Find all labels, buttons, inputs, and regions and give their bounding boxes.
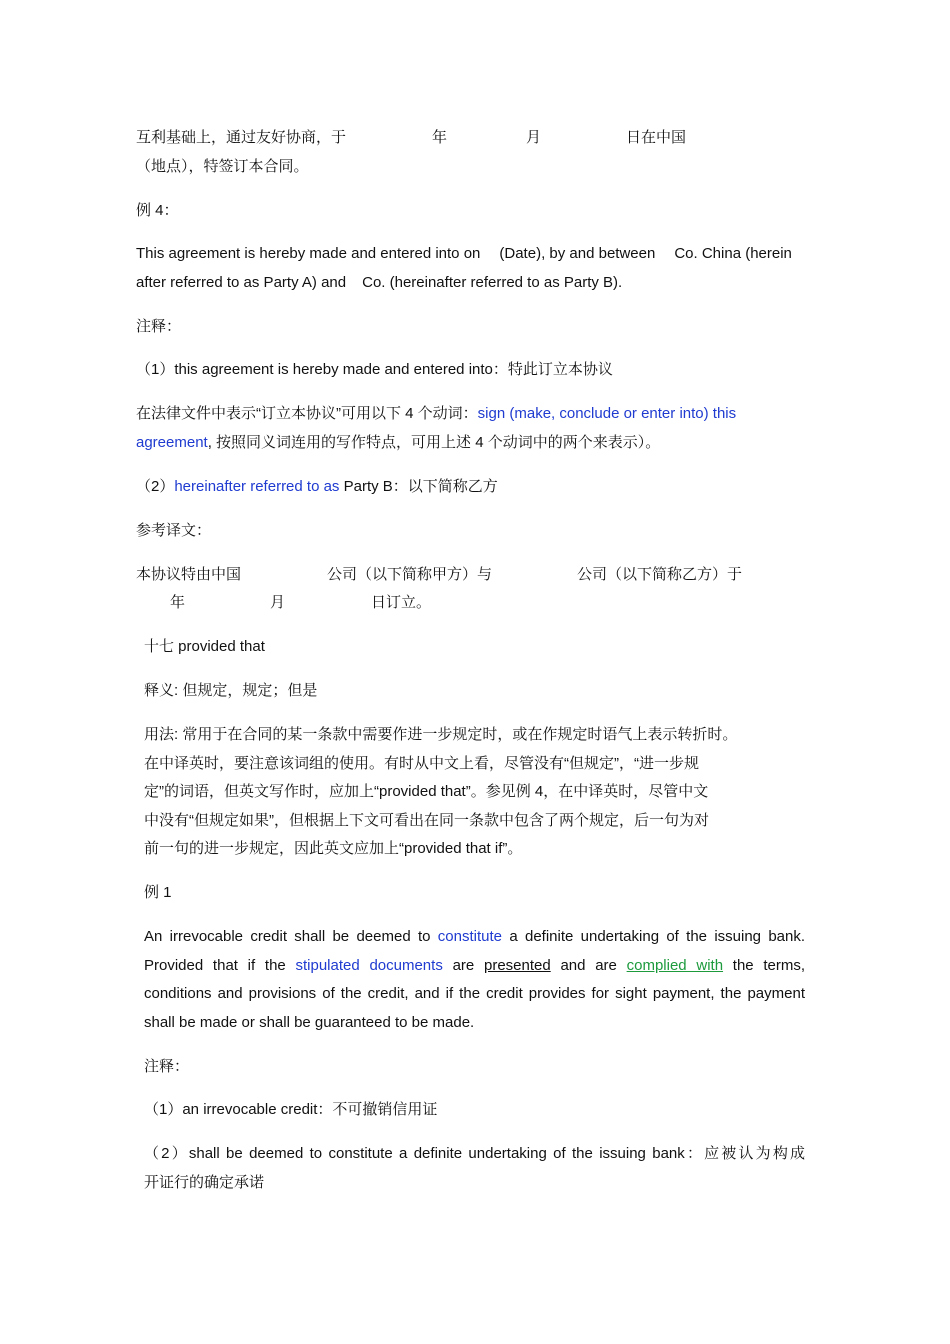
notes-label: 注释： [136,318,182,335]
example1-term: constitute [437,928,503,945]
example1-line-3: conditions and provisions of the credit, and if the credit provides for sight payment, the payment [144,985,805,1002]
example4-label: 例 4： [136,202,179,219]
legal-note-text: 在法律文件中表示“订立本协议”可用以下 4 个动词： [136,405,478,422]
reference-text: 公司（以下简称乙方）于 [577,566,743,583]
usage-line: 在中译英时，要注意该词组的使用。有时从中文上看，尽管没有“但规定”，“进一步规 [144,755,699,772]
reference-year: 年 [170,594,186,611]
reference-text: 公司（以下简称甲方）与 [327,566,493,583]
example4-text: after referred to as Party A) and [136,274,347,291]
example1-line-4: shall be made or shall be guaranteed to be made. [144,1014,475,1031]
legal-note-line-1 [136,399,736,428]
example1-text: a definite undertaking of the issuing bank. [509,928,806,945]
example1-text: An irrevocable credit shall be deemed to [144,928,431,945]
intro-text: 互利基础上，通过友好协商，于 [136,129,347,146]
intro-month: 月 [526,129,542,146]
reference-month: 月 [270,594,286,611]
intro-line-2: （地点），特签订本合同。 [136,158,309,175]
note-number: （2） [136,478,175,495]
usage-line: 中没有“但规定如果”，但根据上下文可看出在同一条款中包含了两个规定，后一句为对 [144,812,709,829]
example1-label: 例 1 [144,884,172,901]
example4-text: This agreement is hereby made and entered into on [136,245,481,262]
example1-term: stipulated documents [295,957,443,974]
reference-text: 本协议特由中国 [136,566,242,583]
example1-underlined-term: presented [483,957,551,974]
note-2-line-1: （2）shall be deemed to constitute a definite undertaking of the issuing bank：应被认为构成 [144,1145,805,1162]
usage-line: 定”的词语，但英文写作时，应加上“provided that”。参见例 4，在中译英时，尽管中文 [144,783,709,800]
example1-highlighted-term: complied with [626,957,724,974]
reference-day: 日订立。 [371,594,432,611]
example1-line-1 [144,922,805,951]
example1-text: are [452,957,475,974]
note-2-line-2: 开证行的确定承诺 [144,1174,265,1191]
example1-line-2 [144,951,805,980]
note-1: （1）this agreement is hereby made and entered into：特此订立本协议 [136,361,613,378]
reference-line-2 [170,588,431,617]
example1-text: the terms, [732,957,806,974]
usage-line: 前一句的进一步规定，因此英文应加上“provided that if”。 [144,840,523,857]
example4-line-1 [136,239,792,268]
note-text: Party B：以下简称乙方 [339,478,498,495]
reference-line-1 [136,560,742,589]
example4-line-2 [136,268,622,297]
section-meaning: 释义: 但规定，规定；但是 [144,682,318,699]
note-2 [136,472,498,501]
example1-text: and are [560,957,617,974]
reference-label: 参考译文： [136,522,212,539]
intro-year: 年 [432,129,448,146]
legal-note-line-2 [136,428,660,457]
note-1: （1）an irrevocable credit：不可撤销信用证 [144,1101,438,1118]
intro-day-place: 日在中国 [626,129,687,146]
notes-label: 注释： [144,1058,190,1075]
note-phrase: hereinafter referred to as [174,478,340,495]
legal-note-text: , 按照同义词连用的写作特点，可用上述 4 个动词中的两个来表示）。 [207,434,661,451]
example1-text: Provided that if the [144,957,286,974]
example4-text: Co. (hereinafter referred to as Party B). [362,274,623,291]
legal-note-verbs: sign (make, conclude or enter into) this [477,405,737,422]
usage-line: 用法: 常用于在合同的某一条款中需要作进一步规定时，或在作规定时语气上表示转折时。 [144,726,738,743]
intro-line-1 [136,123,686,152]
example4-company: Co. China (herein [674,245,792,262]
legal-note-verbs: agreement [136,434,208,451]
section-heading: 十七 provided that [144,638,265,655]
example4-date: (Date), by and between [499,245,656,262]
